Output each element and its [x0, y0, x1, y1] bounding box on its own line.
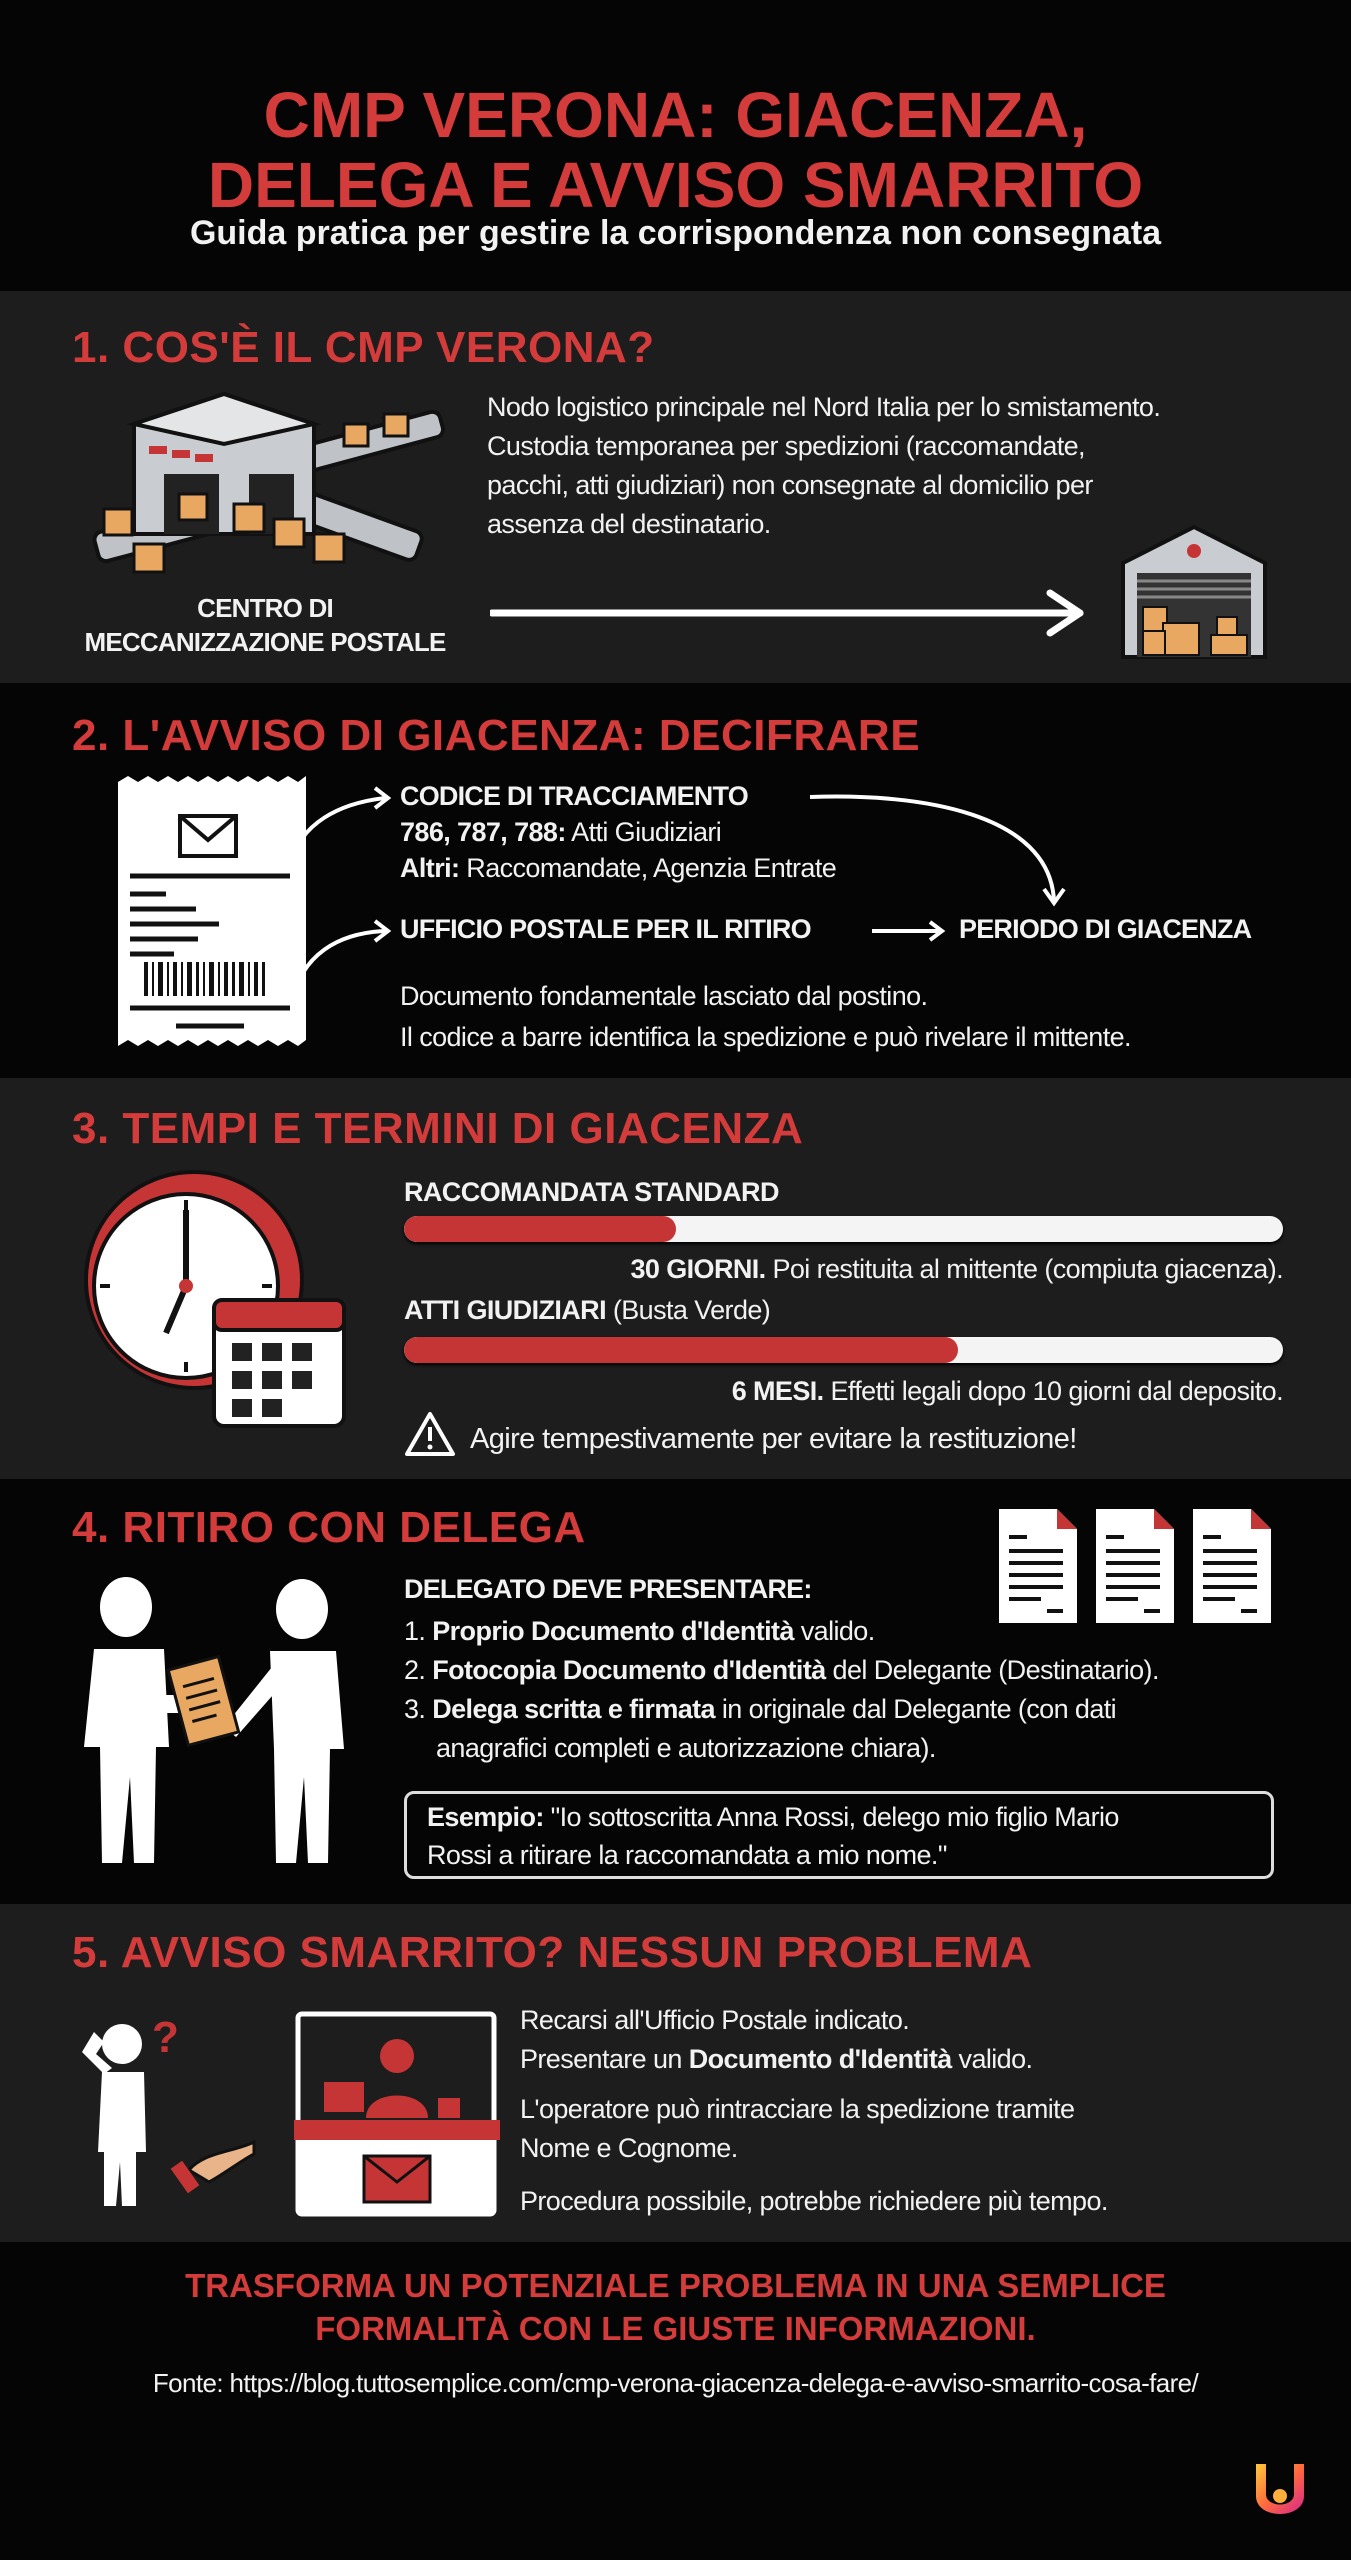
list-item: 2. Fotocopia Documento d'Identità del Delegante (Destinatario). — [404, 1655, 1159, 1685]
progress-fill — [404, 1216, 676, 1242]
pickup-office-label: UFFICIO POSTALE PER IL RITIRO — [400, 914, 811, 944]
progress-bar-judicial — [404, 1337, 1283, 1363]
warning-text: Agire tempestivamente per evitare la restituzione! — [470, 1423, 1077, 1455]
notice-description: Documento fondamentale lasciato dal postino. Il codice a barre identifica la spedizione e può rivelare il mittente. — [400, 981, 1131, 1052]
delegate-list-title: DELEGATO DEVE PRESENTARE: — [404, 1574, 812, 1604]
header — [0, 0, 1351, 291]
tagline: TRASFORMA UN POTENZIALE PROBLEMA IN UNA SEMPLICE FORMALITÀ CON LE GIUSTE INFORMAZIONI. — [185, 2267, 1166, 2347]
timeframe-value-judicial: 6 MESI. Effetti legali dopo 10 giorni dal deposito. — [731, 1376, 1283, 1406]
timeframe-label-standard: RACCOMANDATA STANDARD — [404, 1177, 779, 1207]
subtitle: Guida pratica per gestire la corrispondenza non consegnata — [189, 214, 1162, 252]
confused-person-icon — [74, 2002, 274, 2208]
section-heading: 5. AVVISO SMARRITO? NESSUN PROBLEMA — [72, 1928, 1033, 1977]
delegate-requirements-list — [404, 1612, 1159, 1768]
section-cmp — [0, 291, 1351, 683]
svg-text:?: ? — [152, 2013, 179, 2062]
lost-notice-instructions: Recarsi all'Ufficio Postale indicato. Presentare un Documento d'Identità valido. L'operatore può rintracciare la spedizione tramite Nome e Cognome. Procedura possibile, potrebbe richiedere più tempo. — [520, 2005, 1108, 2216]
sorting-center-label: CENTRO DI MECCANIZZAZIONE POSTALE — [84, 593, 446, 657]
storage-period-label: PERIODO DI GIACENZA — [959, 914, 1252, 944]
page-title: CMP VERONA: GIACENZA, DELEGA E AVVISO SMARRITO — [207, 79, 1144, 221]
progress-fill — [404, 1337, 958, 1363]
tracking-codes: 786, 787, 788: Atti Giudiziari Altri: Raccomandate, Agenzia Entrate — [400, 817, 837, 883]
people-handing-document-icon — [74, 1577, 354, 1867]
section-heading: 1. COS'È IL CMP VERONA? — [72, 323, 655, 372]
delegation-example-box: Esempio: "Io sottoscritta Anna Rossi, delego mio figlio Mario Rossi a ritirare la raccomandata a mio nome." — [404, 1791, 1274, 1879]
section-heading: 3. TEMPI E TERMINI DI GIACENZA — [72, 1104, 804, 1153]
section1-description: Nodo logistico principale nel Nord Italia per lo smistamento. Custodia temporanea per spedizioni (raccomandate, pacchi, atti giudiziari) non consegnate al domicilio per assenza del destinatario. — [487, 392, 1161, 539]
tracking-code-title: CODICE DI TRACCIAMENTO — [400, 781, 748, 811]
section-delega — [0, 1479, 1351, 1904]
source-link[interactable]: Fonte: https://blog.tuttosemplice.com/cmp-verona-giacenza-delega-e-avviso-smarrito-cosa-fare/ — [152, 2368, 1199, 2398]
timeframe-value-standard: 30 GIORNI. Poi restituita al mittente (compiuta giacenza). — [630, 1254, 1283, 1284]
warehouse-icon — [1119, 523, 1269, 659]
section-heading: 2. L'AVVISO DI GIACENZA: DECIFRARE — [72, 711, 921, 760]
list-item-continuation: anagrafici completi e autorizzazione chiara). — [436, 1733, 936, 1763]
post-office-counter-icon — [294, 2010, 500, 2218]
documents-icon — [997, 1507, 1277, 1625]
warning-icon — [404, 1411, 456, 1457]
footer — [0, 2242, 1351, 2560]
arrow-right-icon — [490, 589, 1090, 637]
section-smarrito — [0, 1904, 1351, 2242]
progress-bar-standard — [404, 1216, 1283, 1242]
list-item: 1. Proprio Documento d'Identità valido. — [404, 1616, 875, 1646]
section-avviso — [0, 683, 1351, 1078]
brand-logo-icon — [1250, 2458, 1310, 2526]
timeframe-label-judicial: ATTI GIUDIZIARI (Busta Verde) — [404, 1295, 771, 1325]
section-heading: 4. RITIRO CON DELEGA — [72, 1503, 586, 1552]
list-item: 3. Delega scritta e firmata in originale dal Delegante (con dati — [404, 1694, 1117, 1724]
sorting-center-icon — [74, 384, 449, 588]
clock-calendar-icon — [82, 1168, 352, 1438]
section-tempi — [0, 1078, 1351, 1479]
arrow-right-icon — [870, 919, 946, 943]
